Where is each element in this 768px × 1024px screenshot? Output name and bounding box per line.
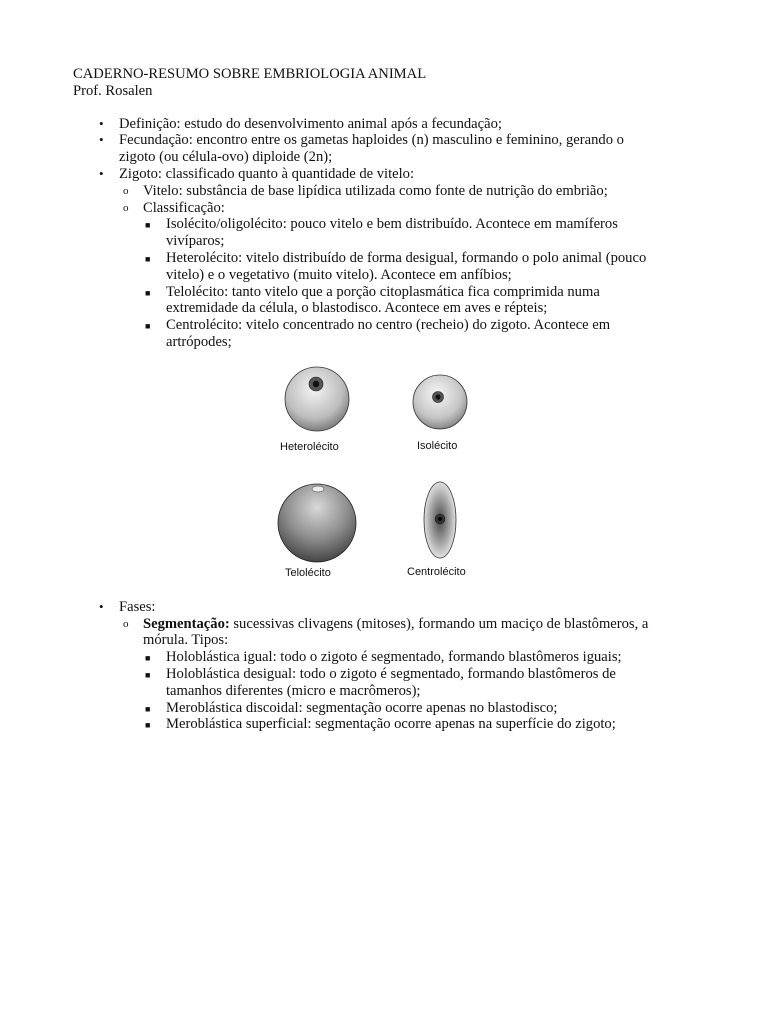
list-item-continuation: vitelo) e o vegetativo (muito vitelo). Acontece em anfíbios; [166,266,512,283]
sub-sub-list-item: ■ Meroblástica superficial: segmentação ocorre apenas na superfície do zigoto; [145,716,616,733]
sub-list-item: o Segmentação: sucessivas clivagens (mitoses), formando um maciço de blastômeros, a [123,615,649,632]
sub-sub-list-item: ■ Heterolécito: vitelo distribuído de forma desigual, formando o polo animal (pouco [145,249,647,266]
sub-list-item: o Classificação: [123,199,225,216]
isolecito-egg [413,375,467,429]
segmentacao-heading: Segmentação: [143,615,230,632]
square-bullet-icon: ■ [145,720,151,731]
sub-sub-list-item: ■ Isolécito/oligolécito: pouco vitelo e bem distribuído. Acontece em mamíferos [145,216,618,233]
circle-bullet-icon: o [123,617,129,630]
list-item-continuation: zigoto (ou célula-ovo) diploide (2n); [119,149,333,166]
list-item-continuation: vivíparos; [166,233,225,250]
sub-list-item: o Vitelo: substância de base lipídica utilizada como fonte de nutrição do embrião; [123,182,608,199]
list-item-continuation: mórula. Tipos: [143,632,229,649]
square-bullet-icon: ■ [145,287,151,298]
square-bullet-icon: ■ [145,321,151,332]
list-item-continuation: artrópodes; [166,333,232,350]
sub-sub-list-item: ■ Telolécito: tanto vitelo que a porção citoplasmática fica comprimida numa [145,283,600,300]
list-item-continuation: extremidade da célula, o blastodisco. Acontece em aves e répteis; [166,300,548,317]
list-item: • Zigoto: classificado quanto à quantidade de vitelo: [99,165,415,182]
list-item-continuation: tamanhos diferentes (micro e macrômeros); [166,682,421,699]
bullet-icon: • [99,132,104,148]
bullet-icon: • [99,598,104,614]
square-bullet-icon: ■ [145,703,151,714]
telolecito-label: Telolécito [285,567,331,579]
centrolecito-egg [424,482,456,558]
sub-sub-list-item: ■ Holoblástica desigual: todo o zigoto é segmentado, formando blastômeros de [145,665,616,682]
egg-types-illustration [272,365,492,585]
sub-sub-list-item: ■ Holoblástica igual: todo o zigoto é segmentado, formando blastômeros iguais; [145,649,622,666]
circle-bullet-icon: o [123,184,129,197]
sub-sub-list-item: ■ Meroblástica discoidal: segmentação ocorre apenas no blastodisco; [145,699,558,716]
bullet-icon: • [99,115,104,131]
author-line: Prof. Rosalen [73,82,153,99]
list-item: • Fecundação: encontro entre os gametas haploides (n) masculino e feminino, gerando o [99,132,624,149]
list-item: • Fases: [99,598,156,615]
telolecito-egg [278,484,356,562]
document-title: CADERNO-RESUMO SOBRE EMBRIOLOGIA ANIMAL [73,66,427,82]
circle-bullet-icon: o [123,201,129,214]
egg-types-figure [272,365,492,585]
square-bullet-icon: ■ [145,220,151,231]
square-bullet-icon: ■ [145,253,151,264]
square-bullet-icon: ■ [145,653,151,664]
square-bullet-icon: ■ [145,669,151,680]
bullet-icon: • [99,165,104,181]
sub-sub-list-item: ■ Centrolécito: vitelo concentrado no centro (recheio) do zigoto. Acontece em [145,317,611,334]
isolecito-label: Isolécito [417,440,458,452]
list-item: • Definição: estudo do desenvolvimento animal após a fecundação; [99,115,502,132]
heterolecito-label: Heterolécito [280,441,339,453]
heterolecito-egg [285,367,349,431]
centrolecito-label: Centrolécito [407,566,466,578]
